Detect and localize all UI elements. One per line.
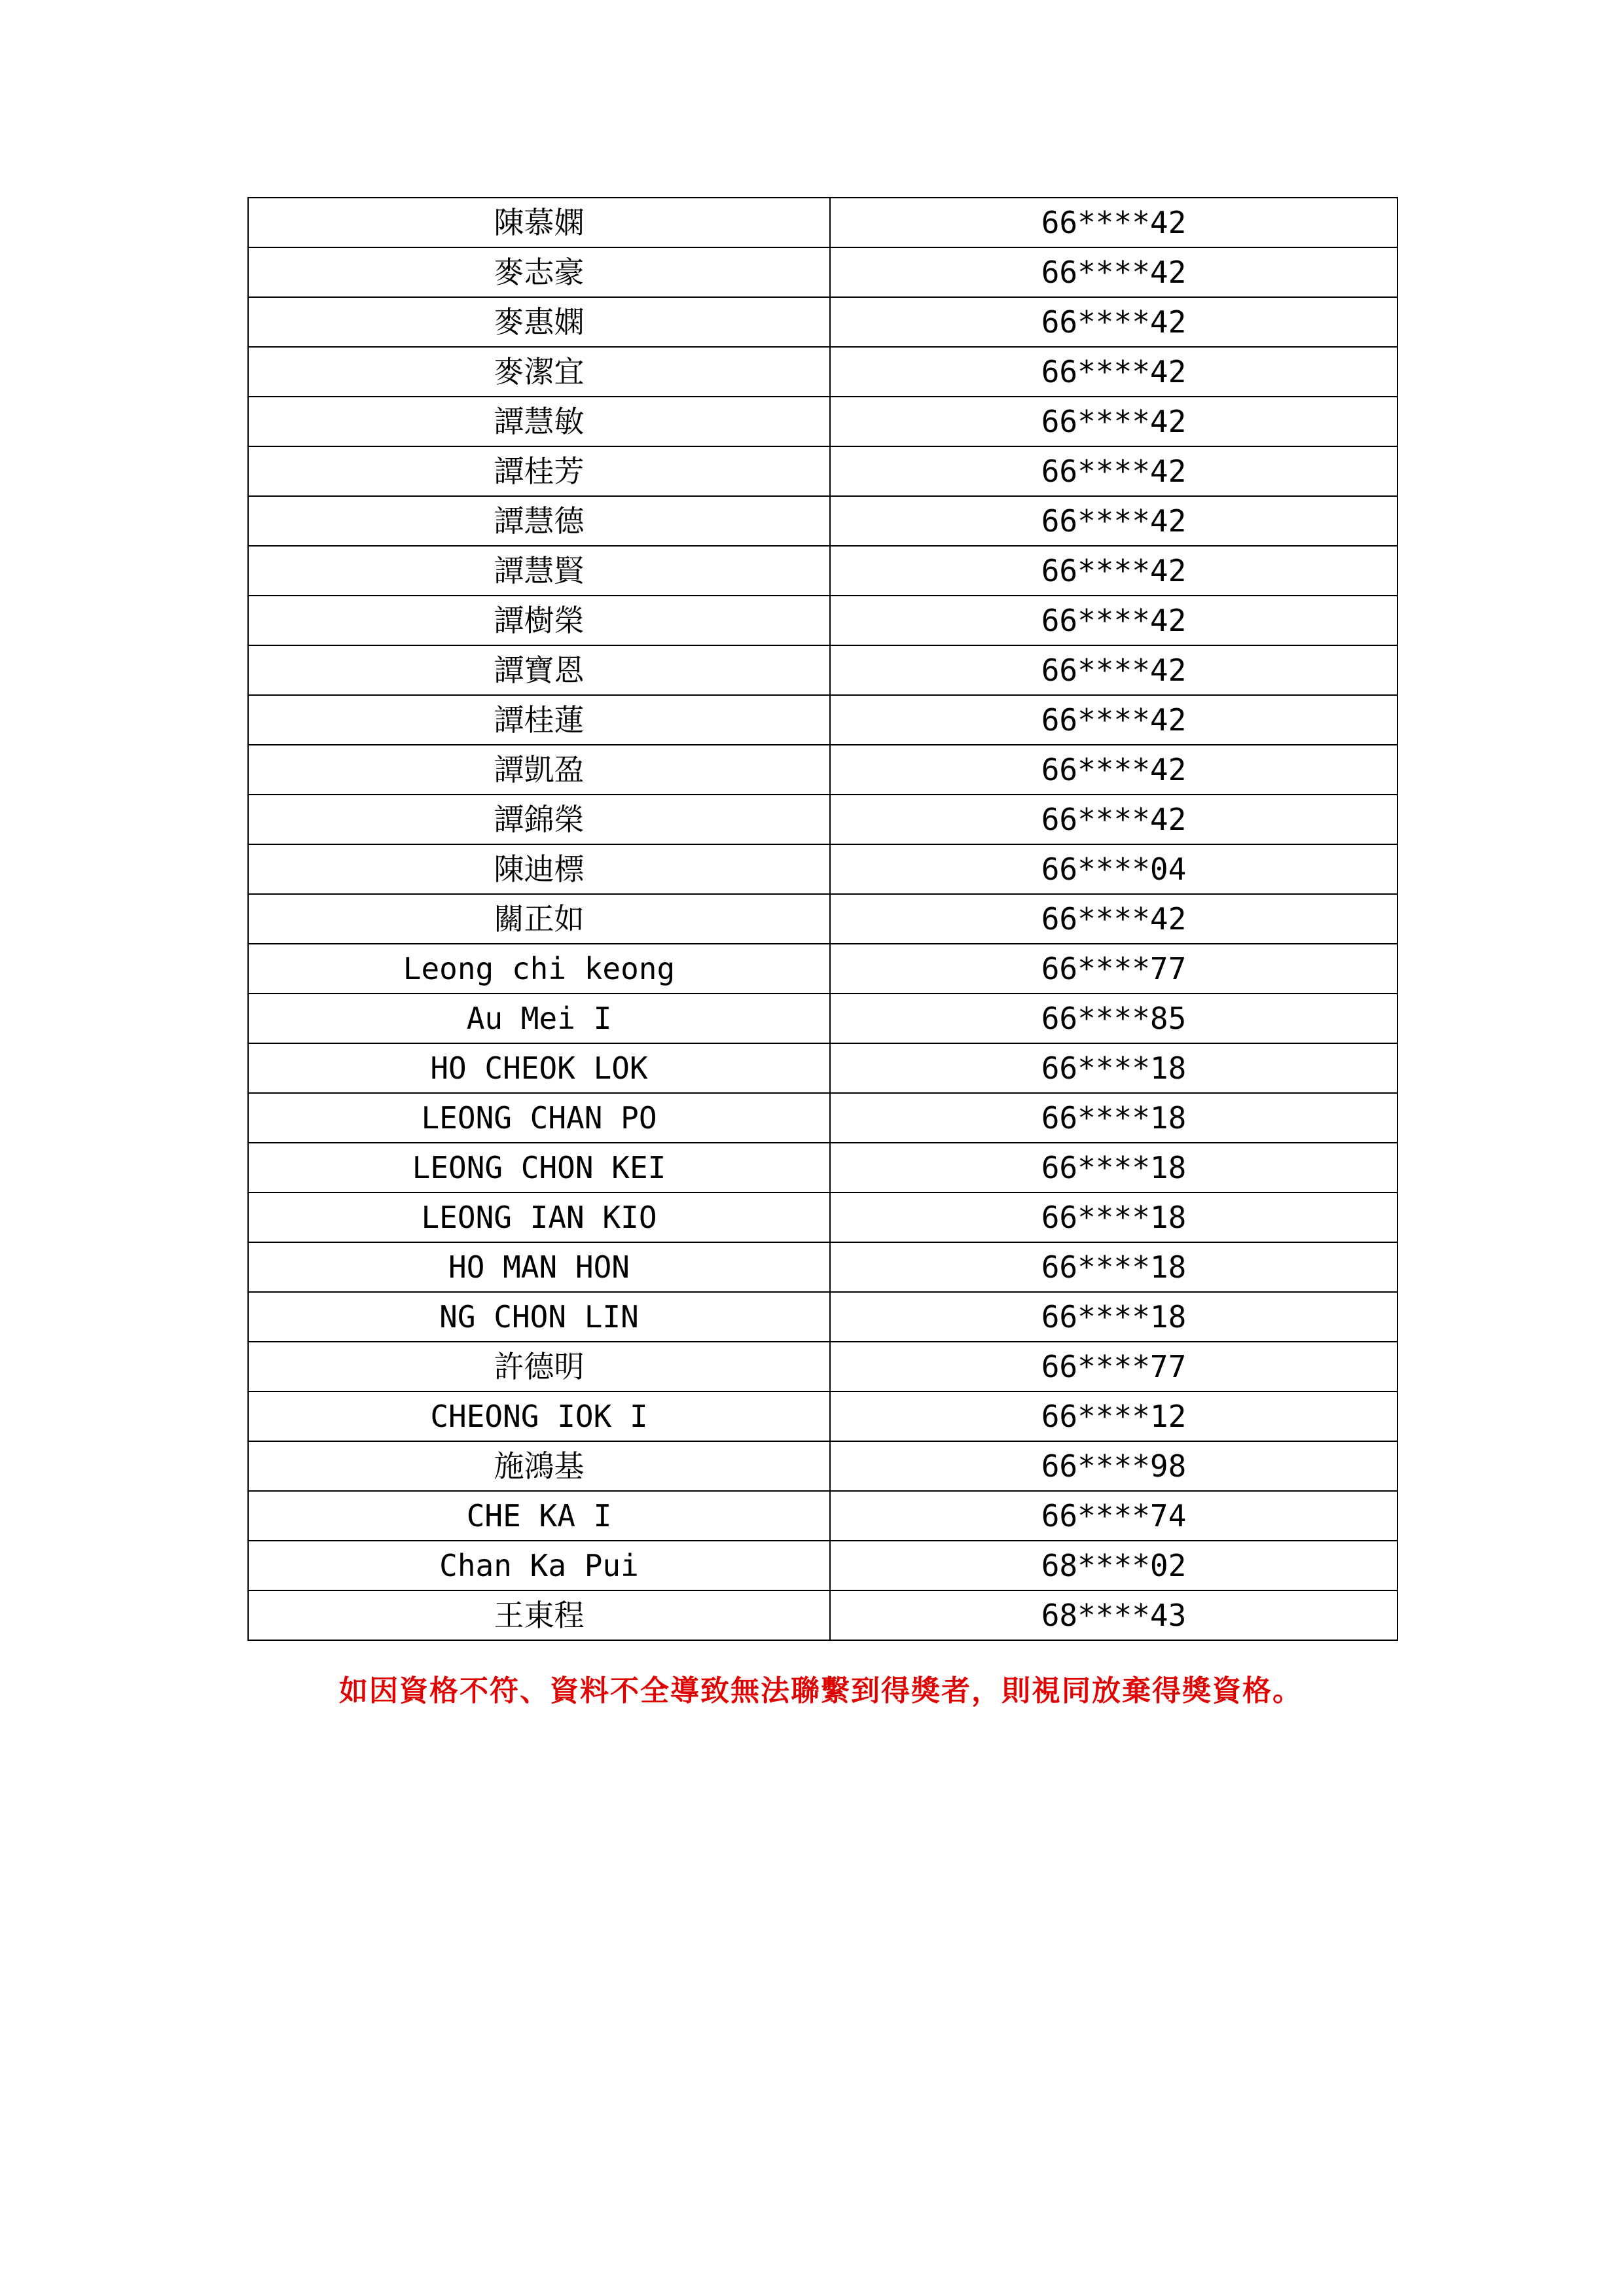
table-row (248, 795, 1398, 844)
winner-name-cell: Chan Ka Pui (248, 1541, 830, 1590)
table-row (248, 1043, 1398, 1093)
winner-name-cell: 譚錦榮 (248, 795, 830, 844)
winner-name-cell: CHE KA I (248, 1491, 830, 1541)
winner-phone-cell: 66****74 (830, 1491, 1398, 1541)
table-row (248, 894, 1398, 944)
winner-name-cell: 譚寶恩 (248, 645, 830, 695)
table-row (248, 844, 1398, 894)
winner-phone-cell: 66****42 (830, 247, 1398, 297)
table-row (248, 1093, 1398, 1143)
winner-phone-cell: 66****98 (830, 1441, 1398, 1491)
table-row (248, 1292, 1398, 1342)
winner-phone-cell: 66****42 (830, 745, 1398, 795)
winner-phone-cell: 66****42 (830, 198, 1398, 247)
winner-name-cell: 譚慧賢 (248, 546, 830, 596)
table-row (248, 1193, 1398, 1242)
winner-name-cell: 陳迪標 (248, 844, 830, 894)
winner-phone-cell: 66****42 (830, 695, 1398, 745)
table-row (248, 446, 1398, 496)
winner-phone-cell: 66****42 (830, 496, 1398, 546)
winner-name-cell: 譚慧敏 (248, 397, 830, 446)
winner-phone-cell: 66****42 (830, 894, 1398, 944)
winner-phone-cell: 66****42 (830, 546, 1398, 596)
winners-table-body (248, 198, 1398, 1640)
winner-phone-cell: 66****42 (830, 347, 1398, 397)
winner-phone-cell: 66****18 (830, 1143, 1398, 1193)
winner-phone-cell: 66****77 (830, 944, 1398, 994)
table-row (248, 347, 1398, 397)
table-row (248, 496, 1398, 546)
table-row (248, 994, 1398, 1043)
table-row (248, 745, 1398, 795)
table-row (248, 596, 1398, 645)
winner-name-cell: 關正如 (248, 894, 830, 944)
table-row (248, 1342, 1398, 1391)
table-row (248, 1491, 1398, 1541)
table-row (248, 397, 1398, 446)
winner-phone-cell: 66****12 (830, 1391, 1398, 1441)
winner-phone-cell: 66****77 (830, 1342, 1398, 1391)
table-row (248, 297, 1398, 347)
winner-name-cell: 譚桂蓮 (248, 695, 830, 745)
winner-phone-cell: 66****42 (830, 596, 1398, 645)
winner-name-cell: 譚樹榮 (248, 596, 830, 645)
winner-name-cell: 譚凱盈 (248, 745, 830, 795)
disqualification-notice: 如因資格不符、資料不全導致無法聯繫到得獎者，則視同放棄得獎資格。 (339, 1674, 1303, 1708)
winner-name-cell: 陳慕嫻 (248, 198, 830, 247)
winner-name-cell: 麥志豪 (248, 247, 830, 297)
winner-name-cell: 許德明 (248, 1342, 830, 1391)
table-row (248, 198, 1398, 247)
table-row (248, 1391, 1398, 1441)
winner-name-cell: 王東程 (248, 1590, 830, 1640)
winner-phone-cell: 68****02 (830, 1541, 1398, 1590)
winner-name-cell: LEONG CHON KEI (248, 1143, 830, 1193)
winner-phone-cell: 66****18 (830, 1043, 1398, 1093)
table-row (248, 1143, 1398, 1193)
winner-name-cell: NG CHON LIN (248, 1292, 830, 1342)
table-row (248, 1441, 1398, 1491)
winner-name-cell: HO MAN HON (248, 1242, 830, 1292)
table-row (248, 944, 1398, 994)
winner-name-cell: 譚桂芳 (248, 446, 830, 496)
winner-name-cell: Leong chi keong (248, 944, 830, 994)
table-row (248, 695, 1398, 745)
winner-phone-cell: 66****85 (830, 994, 1398, 1043)
winner-name-cell: HO CHEOK LOK (248, 1043, 830, 1093)
winner-phone-cell: 66****18 (830, 1193, 1398, 1242)
winner-phone-cell: 66****42 (830, 446, 1398, 496)
winner-phone-cell: 66****04 (830, 844, 1398, 894)
winner-phone-cell: 66****42 (830, 795, 1398, 844)
table-row (248, 247, 1398, 297)
winner-name-cell: 麥惠嫻 (248, 297, 830, 347)
winner-name-cell: 施鴻基 (248, 1441, 830, 1491)
winner-name-cell: LEONG IAN KIO (248, 1193, 830, 1242)
winner-phone-cell: 68****43 (830, 1590, 1398, 1640)
winner-phone-cell: 66****42 (830, 297, 1398, 347)
winner-phone-cell: 66****18 (830, 1093, 1398, 1143)
winner-phone-cell: 66****42 (830, 397, 1398, 446)
winner-name-cell: CHEONG IOK I (248, 1391, 830, 1441)
table-row (248, 1590, 1398, 1640)
winner-phone-cell: 66****18 (830, 1242, 1398, 1292)
table-row (248, 1541, 1398, 1590)
winner-name-cell: Au Mei I (248, 994, 830, 1043)
table-row (248, 645, 1398, 695)
winner-phone-cell: 66****18 (830, 1292, 1398, 1342)
winner-name-cell: 麥潔宜 (248, 347, 830, 397)
winner-name-cell: 譚慧德 (248, 496, 830, 546)
winners-table (247, 197, 1398, 1641)
table-row (248, 546, 1398, 596)
winner-name-cell: LEONG CHAN PO (248, 1093, 830, 1143)
winner-phone-cell: 66****42 (830, 645, 1398, 695)
table-row (248, 1242, 1398, 1292)
